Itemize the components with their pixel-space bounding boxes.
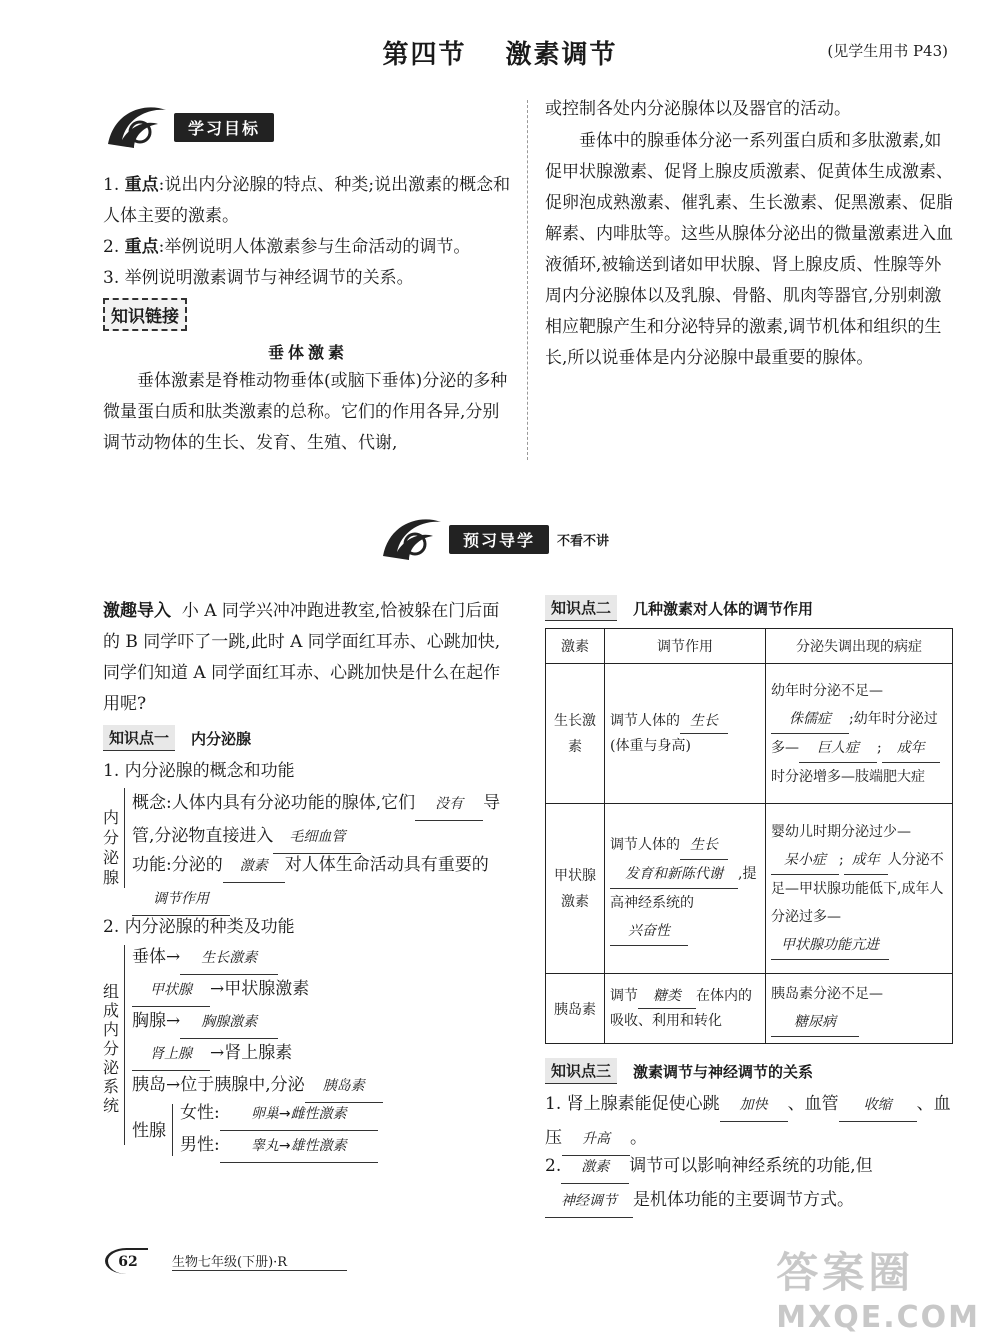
table-header: 分泌失调出现的病症 (766, 629, 953, 664)
kp3-question-1: 1. 肾上腺素能促使心跳 加快 、血管 收缩 、血压 升高 。 (545, 1088, 955, 1156)
kp2-heading: 知识点二 几种激素对人体的调节作用 (545, 595, 813, 621)
gland-row: 甲状腺 →甲状腺激素 (132, 974, 309, 1007)
knowledge-link-label: 知识链接 (103, 298, 187, 331)
hormone-name: 生长激素 (546, 664, 605, 804)
gonad-label: 性腺 (132, 1121, 166, 1141)
hormone-name: 胰岛素 (546, 974, 605, 1044)
watermark-text: 答案圈 (776, 1248, 915, 1297)
section-number: 第四节 (382, 40, 467, 70)
kp3-heading: 知识点三 激素调节与神经调节的关系 (545, 1058, 813, 1084)
hormone-effect: 调节 糖类 在体内的吸收、利用和转化 (605, 974, 766, 1044)
intro-text: 小 A 同学兴冲冲跑进教室,恰被躲在门后面的 B 同学吓了一跳,此时 A 同学面红耳赤、心跳加快,同学们知道 A 同学面红耳赤、心跳加快是什么在起作用呢? (103, 601, 501, 714)
brace-line (172, 1104, 173, 1156)
kp1-sub1: 1. 内分泌腺的概念和功能 (103, 761, 295, 781)
intro-block (103, 596, 513, 720)
knowledge-link-heading: 垂体激素 (267, 343, 348, 362)
goals-banner (100, 98, 274, 156)
table-header-row (546, 629, 953, 664)
swirl-ornament-icon (375, 510, 449, 568)
hormone-table (545, 628, 953, 1044)
knowledge-link-paragraph-2: 垂体中的腺垂体分泌一系列蛋白质和多肽激素,如促甲状腺激素、促肾上腺皮质激素、促黄体生成激素、促卵泡成熟激素、催乳素、生长激素、促黑激素、促脂解素、内啡肽等。这些从腺体分泌出的微量激素进入血液循环,被输送到诸如甲状腺、肾上腺皮质、性腺等外周内分泌腺体以及乳腺、骨骼、肌肉等器官,分别刺激相应靶腺产生和分泌特异的激素,调节机体和组织的生长,所以说垂体是内分泌腺中最重要的腺体。 (545, 131, 953, 368)
practice-banner (375, 510, 609, 568)
hormone-disease: 幼年时分泌不足—侏儒症 ;幼年时分泌过多— 巨人症 ; 成年时分泌增多—肢端肥大症 (766, 664, 953, 804)
watermark (776, 1240, 980, 1335)
table-row (546, 804, 953, 974)
gland-row: 肾上腺 →肾上腺素 (132, 1038, 292, 1071)
brace-line (124, 945, 125, 1145)
kp1-heading: 知识点一 内分泌腺 (103, 725, 251, 751)
kp1-sub2: 2. 内分泌腺的种类及功能 (103, 917, 295, 937)
section-name: 激素调节 (505, 40, 618, 70)
kp1-concept: 概念:人体内具有分泌功能的腺体,它们 没有 导管,分泌物直接进入 毛细血管 (132, 788, 512, 854)
knowledge-link-paragraph-cont: 或控制各处内分泌腺体以及器官的活动。 (545, 99, 851, 119)
goals-list (103, 170, 513, 294)
gonad-female: 女性: 卵巢→雌性激素 (180, 1098, 378, 1131)
knowledge-link-paragraph: 垂体激素是脊椎动物垂体(或脑下垂体)分泌的多种微量蛋白质和肽类激素的总称。它们的作用各异,分别调节动物体的生长、发育、生殖、代谢, (103, 371, 508, 453)
hormone-disease: 婴幼儿时期分泌过少—呆小症 ; 成年 人分泌不足—甲状腺功能低下,成年人分泌过多—甲状腺功能亢进 (766, 804, 953, 974)
book-reference: (见学生用书 P43) (827, 42, 948, 60)
hormone-disease: 胰岛素分泌不足— 糖尿病 (766, 974, 953, 1044)
table-header: 调节作用 (605, 629, 766, 664)
table-row (546, 974, 953, 1044)
intro-label: 激趣导入 (103, 601, 171, 621)
practice-banner-sub: 不看不讲 (557, 533, 610, 549)
kp1-side-label-2: 组成内分泌系统 (103, 982, 120, 1115)
kp3-question-2: 2. 激素 调节可以影响神经系统的功能,但神经调节 是机体功能的主要调节方式。 (545, 1150, 955, 1218)
hormone-effect: 调节人体的 生长 (体重与身高) (605, 664, 766, 804)
table-header: 激素 (546, 629, 605, 664)
gland-row: 胰岛→位于胰腺中,分泌 胰岛素 (132, 1070, 383, 1103)
table-row (546, 664, 953, 804)
goals-banner-label: 学习目标 (174, 113, 274, 142)
page-footer (105, 1248, 347, 1274)
practice-banner-label: 预习导学 (449, 525, 549, 554)
hormone-name: 甲状腺激素 (546, 804, 605, 974)
brace-line (124, 788, 125, 888)
gland-row: 垂体→ 生长激素 (132, 942, 278, 975)
gland-row: 胸腺→ 胸腺激素 (132, 1006, 278, 1039)
goal-item: 3. 举例说明激素调节与神经调节的关系。 (103, 268, 414, 288)
hormone-effect: 调节人体的 生长 发育和新陈代谢 ,提高神经系统的兴奋性 (605, 804, 766, 974)
swirl-ornament-icon (100, 98, 174, 156)
book-title: 生物七年级(下册)·R (172, 1251, 347, 1271)
page-number: 62 (105, 1248, 148, 1274)
kp1-side-label-1: 内分泌腺 (103, 808, 120, 887)
gonad-male: 男性: 睾丸→雄性激素 (180, 1130, 378, 1163)
goal-item: 1. 重点:说出内分泌腺的特点、种类;说出激素的概念和人体主要的激素。 (103, 175, 511, 226)
kp1-function: 功能:分泌的 激素 对人体生命活动具有重要的调节作用 (132, 850, 512, 916)
watermark-url: MXQE.COM (776, 1300, 980, 1335)
goal-item: 2. 重点:举例说明人体激素参与生命活动的调节。 (103, 237, 471, 257)
column-divider (527, 100, 528, 460)
